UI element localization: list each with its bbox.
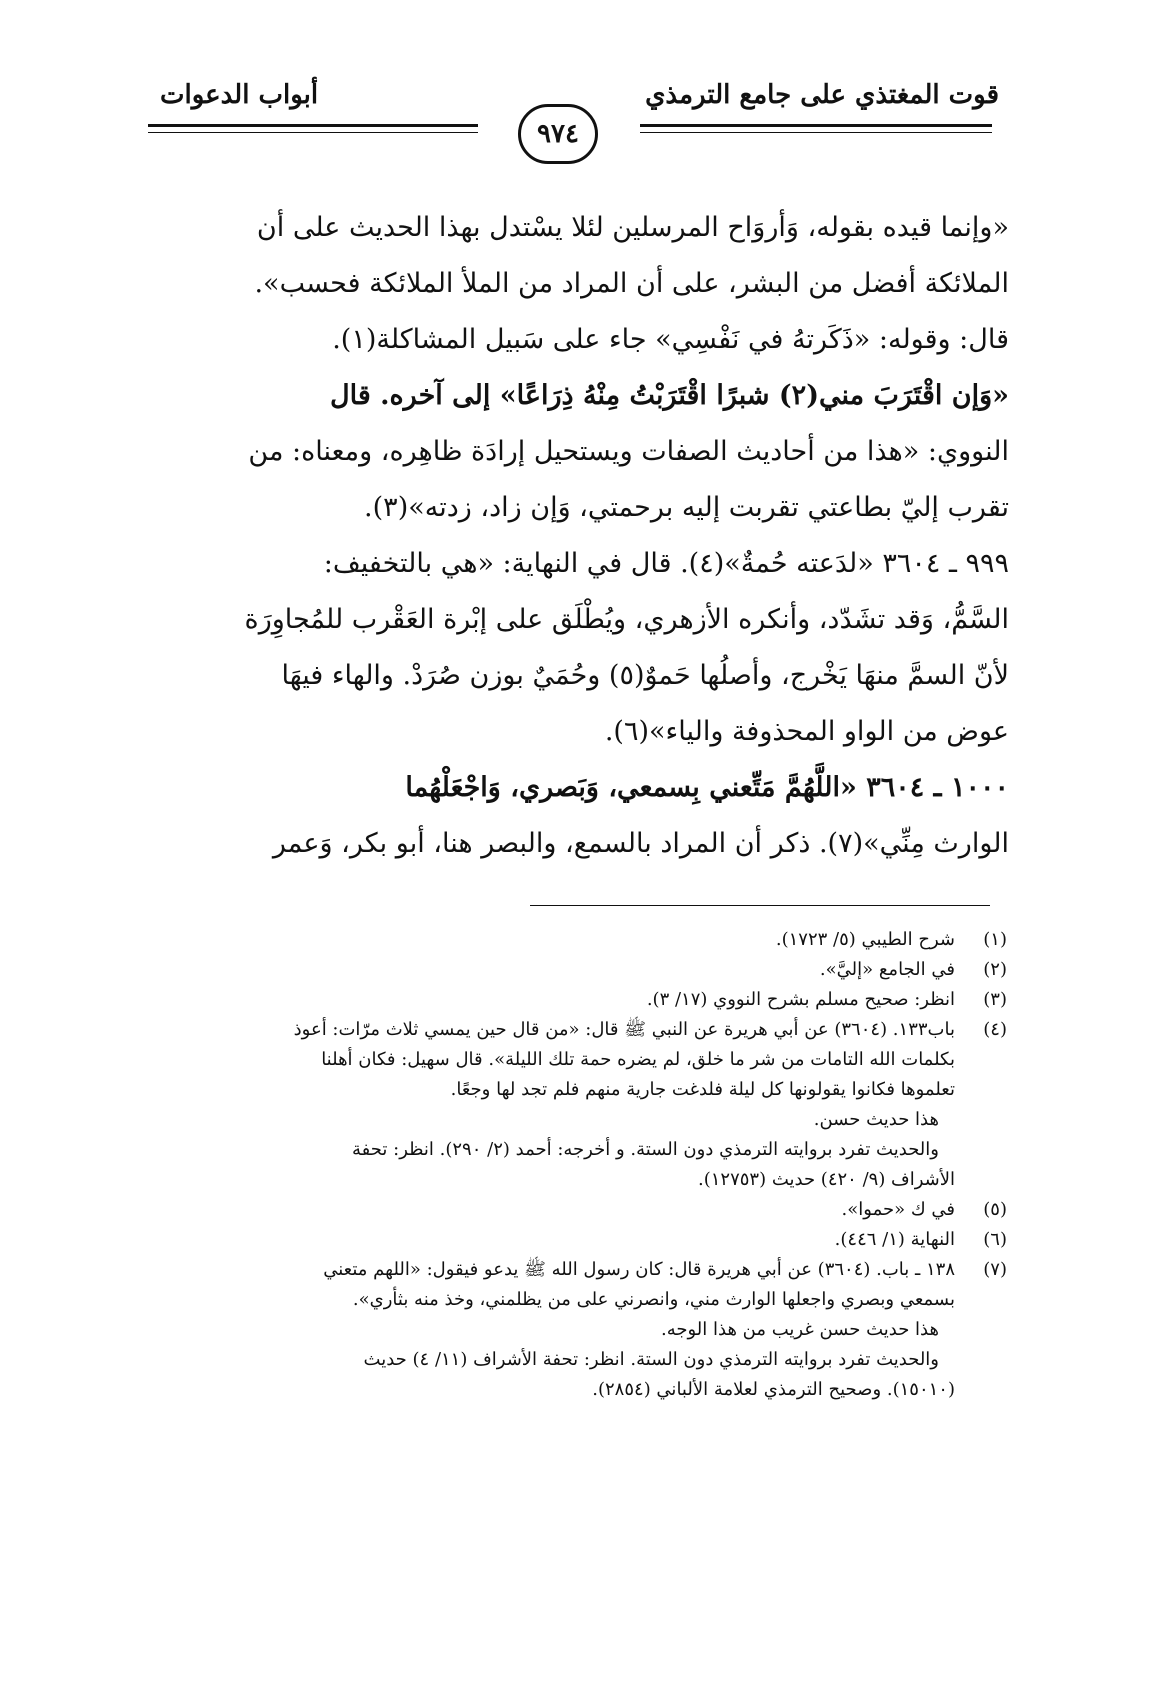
footnote [150, 1255, 1007, 1345]
footnote-line: الأشراف (٩/ ٤٢٠) حديث (١٢٧٥٣). [697, 1169, 955, 1190]
body-line: «وَإن اقْتَرَبَ مني(٢) شبرًا اقْتَرَبْتُ مِنْهُ ذِرَاعًا» إلى آخره. قال [329, 380, 1009, 411]
page-number-badge: ٩٧٤ [518, 104, 598, 164]
footnote-separator [530, 905, 990, 906]
running-title-book: قوت المغتذي على جامع الترمذي [645, 80, 999, 110]
footnote-line: انظر: صحيح مسلم بشرح النووي (١٧/ ٣). [646, 989, 955, 1010]
header-rule-left-thin [148, 132, 478, 133]
footnote-continuation [150, 1345, 1007, 1405]
footnote-number: (٢) [983, 959, 1007, 980]
footnote-line: في الجامع «إليَّ». [819, 959, 955, 980]
footnote-line: هذا حديث حسن غريب من هذا الوجه. [660, 1319, 939, 1340]
footnote-continuation [150, 1135, 1007, 1195]
footnote-line: ١٣٨ ـ باب. (٣٦٠٤) عن أبي هريرة قال: كان رسول الله ﷺ يدعو فيقول: «اللهم متعني [323, 1259, 955, 1280]
footnote [150, 1225, 1007, 1255]
footnote-line: شرح الطيبي (٥/ ١٧٢٣). [775, 929, 955, 950]
footnote [150, 1015, 1007, 1135]
footnote [150, 985, 1007, 1015]
footnote-line: في ك «حموا». [841, 1199, 955, 1220]
header-rule-right-thin [640, 132, 992, 133]
body-line: عوض من الواو المحذوفة والياء»(٦). [604, 716, 1009, 747]
footnote [150, 955, 1007, 985]
footnote-number: (٤) [983, 1019, 1007, 1040]
body-line: النووي: «هذا من أحاديث الصفات ويستحيل إرادَة ظاهِره، ومعناه: من [248, 436, 1009, 467]
body-line: الملائكة أفضل من البشر، على أن المراد من الملأ الملائكة فحسب». [254, 268, 1009, 299]
footnote-number: (٥) [983, 1199, 1007, 1220]
body-line: الوارث مِنِّي»(٧). ذكر أن المراد بالسمع، والبصر هنا، أبو بكر، وَعمر [272, 828, 1009, 859]
body-line: «وإنما قيده بقوله، وَأروَاح المرسلين لئلا يسْتدل بهذا الحديث على أن [256, 212, 1009, 243]
footnote-number: (١) [983, 929, 1007, 950]
main-text [152, 200, 1009, 872]
footnote-line: تعلموها فكانوا يقولونها كل ليلة فلدغت جارية منهم فلم تجد لها وجعًا. [450, 1079, 955, 1100]
footnote-number: (٦) [983, 1229, 1007, 1250]
header-rule-right [640, 124, 992, 127]
footnote [150, 1195, 1007, 1225]
body-line: قال: وقوله: «ذَكَرتهُ في نَفْسِي» جاء على سَبيل المشاكلة(١). [332, 324, 1009, 355]
body-line: تقرب إليّ بطاعتي تقربت إليه برحمتي، وَإن زاد، زدته»(٣). [364, 492, 1009, 523]
footnote [150, 925, 1007, 955]
body-line: السَّمُّ، وَقد تشَدّد، وأنكره الأزهري، ويُطْلَق على إبْرة العَقْرب للمُجاوِرَة [244, 604, 1009, 635]
footnote-number: (٧) [983, 1259, 1007, 1280]
footnotes [150, 925, 1007, 1405]
header-rule-left [148, 124, 478, 127]
footnote-line: والحديث تفرد بروايته الترمذي دون الستة. انظر: تحفة الأشراف (١١/ ٤) حديث [363, 1349, 939, 1370]
body-line: لأنّ السمَّ منهَا يَخْرج، وأصلُها حَموٌ(٥) وحُمَيٌ بوزن صُرَدْ. والهاء فيهَا [281, 660, 1009, 691]
footnote-number: (٣) [983, 989, 1007, 1010]
footnote-line: بسمعي وبصري واجعلها الوارث مني، وانصرني على من يظلمني، وخذ منه بثأري». [352, 1289, 955, 1310]
footnote-line: والحديث تفرد بروايته الترمذي دون الستة. و أخرجه: أحمد (٢/ ٢٩٠). انظر: تحفة [352, 1139, 939, 1160]
footnote-line: النهاية (١/ ٤٤٦). [834, 1229, 955, 1250]
footnote-line: هذا حديث حسن. [813, 1109, 939, 1130]
running-title-section: أبواب الدعوات [160, 80, 319, 110]
footnote-line: (١٥٠١٠). وصحيح الترمذي لعلامة الألباني (٢٨٥٤). [592, 1379, 955, 1400]
body-line: ١٠٠٠ ـ ٣٦٠٤ «اللَّهُمَّ مَتِّعني بِسمعي، وَبَصري، وَاجْعَلْهُما [405, 772, 1009, 803]
footnote-line: بكلمات الله التامات من شر ما خلق، لم يضره حمة تلك الليلة». قال سهيل: فكان أهلنا [321, 1049, 955, 1070]
footnote-line: باب١٣٣. (٣٦٠٤) عن أبي هريرة عن النبي ﷺ قال: «من قال حين يمسي ثلاث مرّات: أعوذ [293, 1019, 955, 1040]
body-line: ٩٩٩ ـ ٣٦٠٤ «لدَعته حُمةٌ»(٤). قال في النهاية: «هي بالتخفيف: [323, 548, 1009, 579]
